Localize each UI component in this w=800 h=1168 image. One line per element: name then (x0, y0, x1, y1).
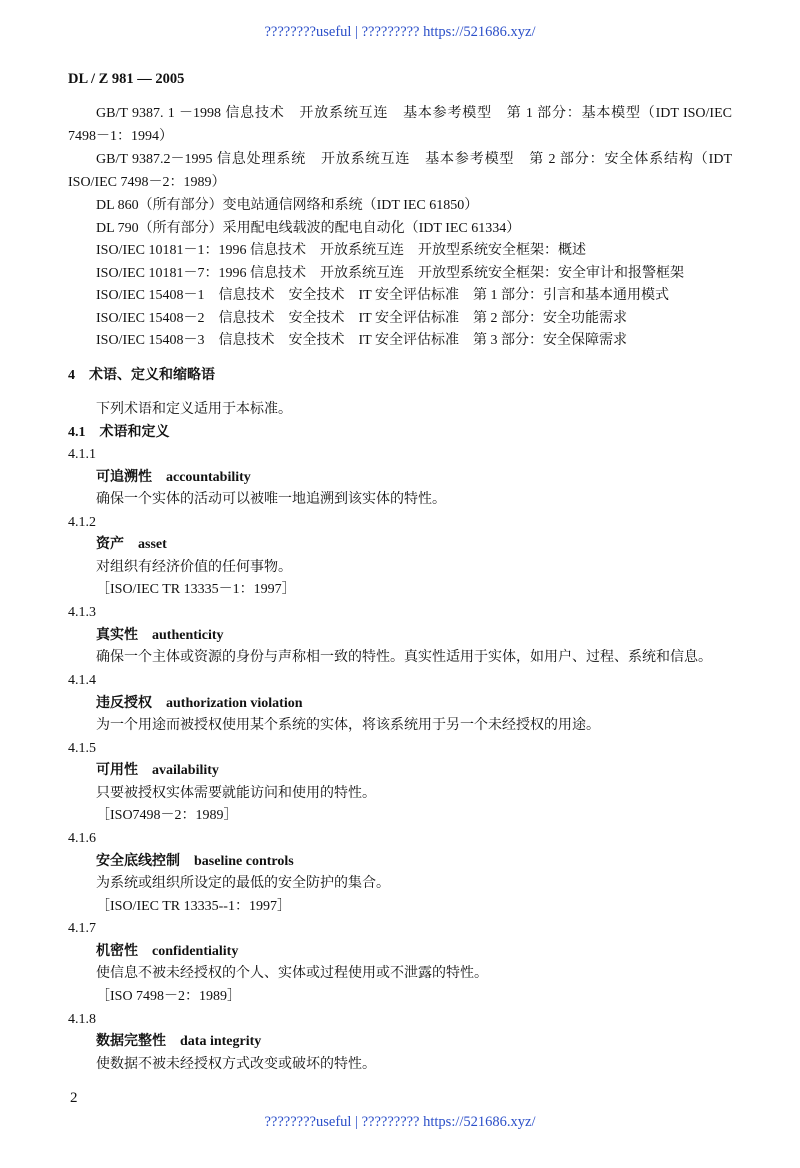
term-chinese: 可追溯性 (96, 469, 152, 485)
term-english: baseline controls (194, 853, 294, 869)
page-number: 2 (70, 1090, 78, 1106)
reference-line: GB/T 9387.2－1995 信息处理系统 开放系统互连 基本参考模型 第 2 部分：安全体系结构（IDT (96, 152, 732, 167)
term-heading (96, 536, 167, 554)
term-heading (96, 1033, 261, 1051)
term-english: confidentiality (152, 944, 239, 959)
term-chinese: 资产 (96, 537, 124, 553)
term-definition: 只要被授权实体需要就能访问和使用的特性。 (96, 785, 376, 801)
term-number: 4.1.4 (68, 672, 96, 688)
reference-line: DL 790（所有部分）采用配电线载波的配电自动化（IDT IEC 61334） (96, 221, 521, 236)
term-chinese: 违反授权 (96, 695, 152, 711)
term-number: 4.1.6 (68, 830, 96, 846)
term-english: availability (152, 763, 219, 779)
term-chinese: 机密性 (96, 944, 138, 959)
term-chinese: 安全底线控制 (96, 853, 180, 869)
term-english: accountability (166, 469, 251, 485)
term-definition: 为系统或组织所设定的最低的安全防护的集合。 (96, 875, 390, 891)
term-heading (96, 469, 251, 487)
term-number: 4.1.1 (68, 447, 96, 462)
term-definition: 确保一个主体或资源的身份与声称相一致的特性。真实性适用于实体，如用户、过程、系统和信息。 (96, 650, 712, 666)
term-source: ［ISO7498－2：1989］ (96, 808, 238, 824)
reference-line: ISO/IEC 7498－2：1989） (68, 175, 226, 190)
watermark-link-bottom[interactable]: ????????useful | ????????? https://521686.xyz/ (264, 1114, 536, 1130)
term-heading (96, 695, 303, 713)
reference-line: ISO/IEC 10181－7：1996 信息技术 开放系统互连 开放型系统安全框架：安全审计和报警框架 (96, 266, 684, 281)
term-definition: 为一个用途而被授权使用某个系统的实体，将该系统用于另一个未经授权的用途。 (96, 717, 600, 733)
term-number: 4.1.7 (68, 921, 96, 937)
reference-line: ISO/IEC 15408－1 信息技术 安全技术 IT 安全评估标准 第 1 部分：引言和基本通用模式 (96, 288, 669, 303)
term-english: data integrity (180, 1034, 262, 1050)
reference-line: GB/T 9387. 1 －1998 信息技术 开放系统互连 基本参考模型 第 1 部分：基本模型（IDT ISO/IEC (96, 106, 732, 121)
term-heading (96, 762, 219, 780)
term-chinese: 真实性 (96, 627, 138, 643)
reference-line: ISO/IEC 10181－1：1996 信息技术 开放系统互连 开放型系统安全框架：概述 (96, 243, 586, 258)
term-definition: 使数据不被未经授权方式改变或破坏的特性。 (96, 1056, 376, 1072)
term-chinese: 数据完整性 (96, 1034, 166, 1050)
term-english: authenticity (152, 627, 224, 643)
term-source: ［ISO/IEC TR 13335－1：1997］ (96, 582, 296, 598)
reference-line: ISO/IEC 15408－2 信息技术 安全技术 IT 安全评估标准 第 2 部分：安全功能需求 (96, 311, 627, 326)
section-intro: 下列术语和定义适用于本标准。 (96, 402, 292, 417)
term-number: 4.1.3 (68, 605, 96, 621)
term-heading (96, 853, 294, 871)
watermark-link-top[interactable]: ????????useful | ????????? https://521686.xyz/ (264, 24, 536, 40)
term-heading (96, 943, 238, 961)
term-source: ［ISO 7498－2：1989］ (96, 989, 242, 1004)
section-heading: 4 术语、定义和缩略语 (68, 368, 215, 383)
term-number: 4.1.2 (68, 514, 96, 530)
term-english: authorization violation (166, 695, 303, 711)
document-code-header: DL / Z 981 — 2005 (68, 71, 185, 87)
term-number: 4.1.8 (68, 1011, 96, 1027)
term-heading (96, 627, 224, 645)
subsection-heading: 4.1 术语和定义 (68, 425, 170, 440)
reference-line: DL 860（所有部分）变电站通信网络和系统（IDT IEC 61850） (96, 198, 479, 213)
term-number: 4.1.5 (68, 740, 96, 756)
term-chinese: 可用性 (96, 763, 138, 779)
term-definition: 对组织有经济价值的任何事物。 (96, 559, 292, 575)
term-source: ［ISO/IEC TR 13335--1：1997］ (96, 898, 291, 914)
term-definition: 使信息不被未经授权的个人、实体或过程使用或不泄露的特性。 (96, 966, 488, 982)
term-definition: 确保一个实体的活动可以被唯一地追溯到该实体的特性。 (96, 492, 446, 507)
reference-line: 7498－1：1994） (68, 129, 173, 144)
reference-line: ISO/IEC 15408－3 信息技术 安全技术 IT 安全评估标准 第 3 部分：安全保障需求 (96, 333, 627, 348)
term-english: asset (138, 537, 167, 553)
